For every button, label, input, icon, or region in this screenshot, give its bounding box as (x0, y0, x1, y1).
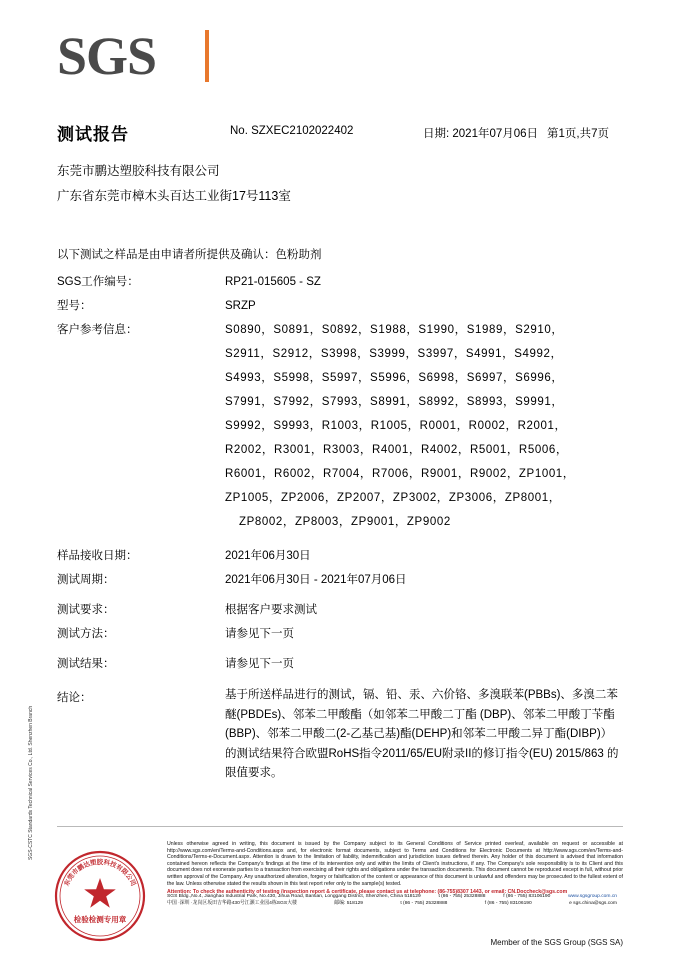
field-row-received (57, 544, 623, 568)
result-value: 请参见下一页 (225, 658, 294, 670)
job-no-label: SGS工作编号： (57, 276, 139, 288)
received-label: 样品接收日期： (57, 550, 138, 562)
sgs-logo-bar (205, 30, 209, 82)
company-stamp (52, 848, 148, 944)
footer-address-en: SGS Bldg.,No.4, Jianghao Industrial Park, No.430, Jihua Road, Bantian, Longgang District, Shenzhen, China 518129 (167, 894, 421, 899)
requirement-label: 测试要求： (57, 604, 115, 616)
requirement-value: 根据客户要求测试 (225, 604, 317, 616)
footer-disclaimer-text: Unless otherwise agreed in writing, this document is issued by the Company subject to its General Conditions of Service printed overleaf, available on request or accessible at http://www.sgs.com/en/Terms-and-Conditions.aspx and, for electronic format documents, subject to Terms and Conditions for Electronic Documents at http://www.sgs.com/en/Terms-and-Conditions/Terms-e-Document.aspx. Attention is drawn to the limitation of liability, indemnification and jurisdiction issues defined therein. Any holder of this document is advised that information contained hereon reflects the Company's findings at the time of its intervention only and within the limits of Client's instructions, if any. The Company's sole responsibility is to its Client and this document does not exonerate parties to a transaction from exercising all their rights and obligations under the transaction documents. This document cannot be reproduced except in full, without prior written approval of the Company. Any unauthorized alteration, forgery or falsification of the content or appearance of this document is unlawful and offenders may be prosecuted to the fullest extent of the law. Unless otherwise stated the results shown in this test report refer only to the sample(s) tested. (167, 841, 623, 887)
period-label: 测试周期： (57, 574, 115, 586)
sample-statement: 以下测试之样品是由申请者所提供及确认：色粉助剂 (57, 249, 322, 261)
field-row-client-ref (57, 318, 623, 534)
stamp-side-label-text: SGS-CSTC Standards Technical Services Co., Ltd. Shenzhen Branch (28, 705, 34, 860)
field-list (57, 270, 623, 784)
stamp-side-label (28, 705, 34, 860)
svg-text:检验检测专用章: 检验检测专用章 (73, 915, 127, 924)
conclusion-value (225, 686, 623, 784)
sgs-logo (57, 28, 207, 90)
field-row-conclusion (57, 686, 623, 784)
footer-zip-cn: 邮编: 518129 (334, 901, 364, 907)
company-address: 广东省东莞市樟木头百达工业街17号113室 (57, 189, 291, 203)
field-row-job-no (57, 270, 623, 294)
client-ref-line: S0890，S0891，S0892，S1988，S1990，S1989，S2910， (225, 324, 564, 336)
footer-address-row-cn (167, 900, 623, 907)
client-ref-line: R6001，R6002，R7004，R7006，R9001，R9002，ZP1001， (225, 468, 575, 480)
footer-address-row-en (167, 893, 623, 900)
title-row (57, 120, 623, 146)
footer-attention-text: Attention: To check the authenticity of testing /inspection report & certificate, please contact us at telephone: (86-755)8307 1443, or email: CN.Doccheck@sgs.com (167, 889, 568, 896)
footer-divider (57, 826, 623, 827)
svg-text:东莞市鹏达塑胶科技有限公司: 东莞市鹏达塑胶科技有限公司 (63, 859, 137, 888)
job-no-value: RP21-015605 - SZ (225, 276, 321, 288)
received-value: 2021年06月30日 (225, 550, 311, 562)
company-name: 东莞市鹏达塑胶科技有限公司 (57, 164, 220, 178)
method-value: 请参见下一页 (225, 628, 294, 640)
client-ref-value (225, 318, 623, 534)
method-label: 测试方法： (57, 628, 115, 640)
page-count: 第1页,共7页 (547, 128, 609, 140)
conclusion-text: 基于所送样品进行的测试，镉、铅、汞、六价铬、多溴联苯(PBBs)、多溴二苯醚(PBDEs)、邻苯二甲酸酯（如邻苯二甲酸二丁酯 (DBP)、邻苯二甲酸丁苄酯(BBP)、邻苯二甲酸二(2-乙基己基)酯(DEHP)和邻苯二甲酸二异丁酯(DIBP)）的测试结果符合欧盟RoHS指令2011/65/EU附录II的修订指令(EU) 2015/863 的限值要求。 (225, 689, 619, 779)
footer-website[interactable]: www.sgsgroup.com.cn (568, 894, 617, 899)
period-value: 2021年06月30日 - 2021年07月06日 (225, 574, 407, 586)
sgs-logo-text: SGS (57, 26, 157, 86)
client-ref-line: ZP8002，ZP8003，ZP9001，ZP9002 (239, 516, 451, 528)
footer-address-block (167, 893, 623, 908)
report-date: 日期: 2021年07月06日 (423, 128, 539, 140)
field-row-result (57, 652, 623, 676)
result-label: 测试结果： (57, 658, 115, 670)
report-number: No. SZXEC2102022402 (230, 125, 354, 137)
footer-email-cn[interactable]: e sgs.china@sgs.com (569, 901, 617, 907)
client-ref-line: R2002，R3001，R3003，R4001，R4002，R5001，R5006， (225, 444, 568, 456)
field-row-period (57, 568, 623, 592)
page-title: 测试报告 (57, 125, 129, 144)
footer-fax-cn: f (86 - 755) 83106190 (484, 901, 532, 907)
client-ref-line: S4993，S5998，S5997，S5996，S6998，S6997，S6996， (225, 372, 564, 384)
conclusion-label: 结论： (57, 692, 92, 704)
client-ref-line: S7991，S7992，S7993，S8991，S8992，S8993，S9991， (225, 396, 564, 408)
client-ref-label: 客户参考信息： (57, 324, 138, 336)
client-ref-line: S2911，S2912，S3998，S3999，S3997，S4991，S4992， (225, 348, 563, 360)
field-row-requirement (57, 598, 623, 622)
footer-disclaimer (167, 841, 623, 898)
client-ref-line: S9992，S9993，R1003，R1005，R0001，R0002，R2001， (225, 420, 567, 432)
footer-tel-en: t (86 - 755) 25328888 (438, 894, 486, 899)
footer-member-text: Member of the SGS Group (SGS SA) (490, 938, 623, 947)
model-label: 型号： (57, 300, 92, 312)
model-value: SRZP (225, 300, 256, 312)
footer-fax-en: f (86 - 755) 83106190 (503, 894, 551, 899)
field-row-model (57, 294, 623, 318)
field-row-method (57, 622, 623, 646)
footer-tel-cn: t (86 - 755) 25328888 (400, 901, 448, 907)
client-ref-line: ZP1005，ZP2006，ZP2007，ZP3002，ZP3006，ZP8001， (225, 492, 561, 504)
footer-address-cn: 中国 ·深圳 ·龙岗区坂田吉华路430号江灏工业园4栋SGS大楼 (167, 901, 297, 907)
